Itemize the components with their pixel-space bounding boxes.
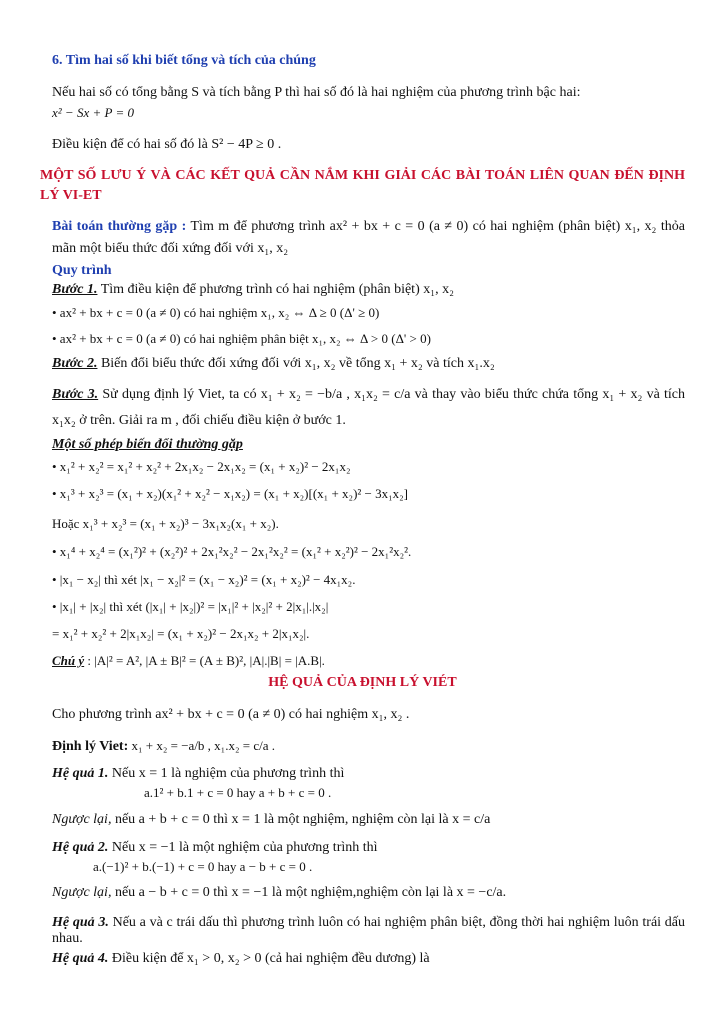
corollary-3-label: Hệ quả 3. [52,915,109,930]
formula-5: • |x₁ − x₂| thì xét |x₁ − x₂|² = (x₁ − x₂)² = (x₁ + x₂)² − 4x₁x₂. [52,572,356,587]
equation-1: x² − Sx + P = 0 [52,105,134,120]
viet-theorem [52,737,685,756]
section-title-viet: MỘT SỐ LƯU Ý VÀ CÁC KẾT QUẢ CẦN NẮM KHI GIẢI CÁC BÀI TOÁN LIÊN QUAN ĐẾN ĐỊNH LÝ VI-ET [40,168,685,203]
corollary-1-text: Nếu x = 1 là nghiệm của phương trình thì [108,766,345,781]
step-2-label: Bước 2. [52,356,98,371]
converse-2-label: Ngược lại, [52,885,112,900]
paragraph-1: Nếu hai số có tổng bằng S và tích bằng P thì hai số đó là hai nghiệm của phương trình bậc hai: [52,85,581,100]
converse-2-text: nếu a − b + c = 0 thì x = −1 là một nghiệm,nghiệm còn lại là x = −c/a. [111,885,507,900]
formula-1: • x₁² + x₂² = x₁² + x₂² + 2x₁x₂ − 2x₁x₂ = (x₁ + x₂)² − 2x₁x₂ [52,459,351,474]
common-problem-label: Bài toán thường gặp : [52,219,187,234]
formula-4: • x₁⁴ + x₂⁴ = (x₁²)² + (x₂²)² + 2x₁²x₂² − 2x₁²x₂² = (x₁² + x₂²)² − 2x₁²x₂². [52,544,412,559]
common-problem-text: Tìm m để phương trình ax² + bx + c = 0 (a ≠ 0) có hai nghiệm (phân biệt) x₁, x₂ thỏa mãn một biểu thức đối xứng đối với x₁, x₂ [52,219,685,256]
converse-1-label: Ngược lại, [52,812,112,827]
step-1-item-2: • ax² + bx + c = 0 (a ≠ 0) có hai nghiệm phân biệt x₁, x₂ ⇔ Δ > 0 (Δ' > 0) [52,331,431,346]
corollary-4-label: Hệ quả 4. [52,951,109,966]
step-3-label: Bước 3. [52,387,99,402]
note-label: Chú ý [52,653,85,668]
corollary-3 [52,915,685,947]
note [52,652,685,670]
paragraph-3: Cho phương trình ax² + bx + c = 0 (a ≠ 0) có hai nghiệm x₁, x₂ . [52,707,410,722]
corollary-3-text: Nếu a và c trái dấu thì phương trình luôn có hai nghiệm phân biệt, đồng thời hai nghiệm luôn trái dấu nhau. [52,915,685,946]
corollary-2 [52,839,685,857]
converse-2 [52,884,685,902]
step-2 [52,355,685,373]
corollary-2-text: Nếu x = −1 là một nghiệm của phương trình thì [108,840,378,855]
corollary-4-text: Điều kiện để x₁ > 0, x₂ > 0 (cả hai nghiệm đều dương) là [108,951,430,966]
corollary-2-eq: a.(−1)² + b.(−1) + c = 0 hay a − b + c = 0 . [93,859,313,874]
formula-6: • |x₁| + |x₂| thì xét (|x₁| + |x₂|)² = |x₁|² + |x₂|² + 2|x₁|.|x₂| [52,599,329,614]
corollary-1-eq: a.1² + b.1 + c = 0 hay a + b + c = 0 . [144,785,332,800]
step-1-text: Tìm điều kiện để phương trình có hai nghiệm (phân biệt) x₁, x₂ [97,282,454,297]
procedure-label: Quy trình [52,263,112,278]
corollary-2-label: Hệ quả 2. [52,840,109,855]
corollary-4 [52,950,685,968]
step-1-label: Bước 1. [52,282,98,297]
step-3-text: Sử dụng định lý Viet, ta có x₁ + x₂ = −b/a , x₁x₂ = c/a và thay vào biểu thức chứa tổng x₁ + x₂ và tích x₁x₂ ở trên. Giải ra m , đối chiếu điều kiện ở bước 1. [52,387,686,428]
transformations-label: Một số phép biến đổi thường gặp [52,437,243,452]
section-heading-6: 6. Tìm hai số khi biết tổng và tích của chúng [52,53,316,68]
section-title-corollary: HỆ QUẢ CỦA ĐỊNH LÝ VIÉT [268,675,457,690]
formula-7: = x₁² + x₂² + 2|x₁x₂| = (x₁ + x₂)² − 2x₁x₂ + 2|x₁x₂|. [52,626,310,641]
step-1 [52,281,685,299]
step-2-text: Biến đổi biểu thức đối xứng đối với x₁, x₂ về tổng x₁ + x₂ và tích x₁.x₂ [97,356,495,371]
corollary-1 [52,765,685,783]
note-text: : |A|² = A², |A ± B|² = (A ± B)², |A|.|B| = |A.B|. [84,653,325,668]
viet-text: x₁ + x₂ = −a/b , x₁.x₂ = c/a . [128,738,275,753]
converse-1-text: nếu a + b + c = 0 thì x = 1 là một nghiệm, nghiệm còn lại là x = c/a [111,812,491,827]
formula-3: Hoặc x₁³ + x₂³ = (x₁ + x₂)³ − 3x₁x₂(x₁ + x₂). [52,516,279,531]
converse-1 [52,811,685,829]
paragraph-2: Điều kiện để có hai số đó là S² − 4P ≥ 0 . [52,137,282,152]
formula-2: • x₁³ + x₂³ = (x₁ + x₂)(x₁² + x₂² − x₁x₂) = (x₁ + x₂)[(x₁ + x₂)² − 3x₁x₂] [52,486,409,501]
step-3 [52,382,685,434]
viet-label: Định lý Viet: [52,739,129,754]
step-1-item-1: • ax² + bx + c = 0 (a ≠ 0) có hai nghiệm x₁, x₂ ⇔ Δ ≥ 0 (Δ' ≥ 0) [52,305,380,320]
corollary-1-label: Hệ quả 1. [52,766,109,781]
common-problem [52,216,685,260]
